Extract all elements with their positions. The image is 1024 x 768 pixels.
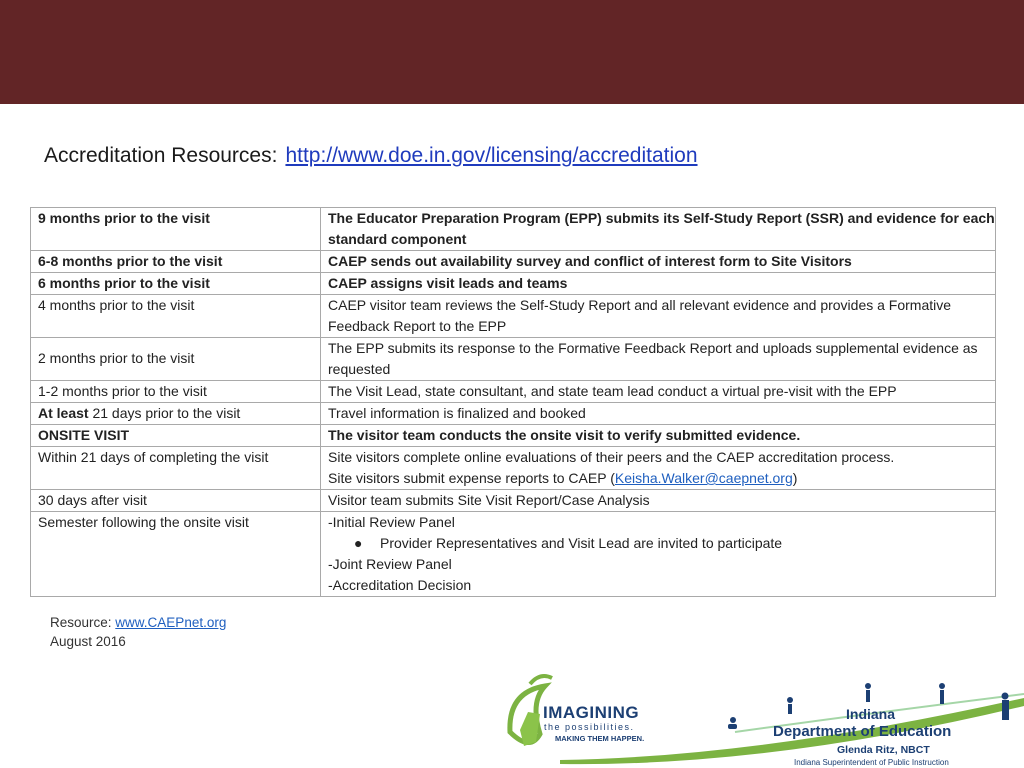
activity-cell: CAEP visitor team reviews the Self-Study Report and all relevant evidence and provides a Formative Feedback Report to the EPP — [321, 295, 996, 338]
activity-cell: The Educator Preparation Program (EPP) submits its Self-Study Report (SSR) and evidence for each standard component — [321, 208, 996, 251]
accreditation-resources — [44, 144, 698, 168]
table-row — [31, 403, 996, 425]
caep-link[interactable]: www.CAEPnet.org — [115, 615, 227, 630]
activity-line: -Accreditation Decision — [328, 577, 472, 593]
time-cell: 6-8 months prior to the visit — [31, 251, 321, 273]
time-cell — [31, 403, 321, 425]
time-cell: 4 months prior to the visit — [31, 295, 321, 338]
activity-text: Site visitors submit expense reports to CAEP ( — [328, 470, 615, 486]
activity-line: Site visitors complete online evaluations of their peers and the CAEP accreditation process. — [328, 449, 895, 465]
activity-cell — [321, 447, 996, 490]
activity-cell: CAEP sends out availability survey and conflict of interest form to Site Visitors — [321, 251, 996, 273]
time-cell: Within 21 days of completing the visit — [31, 447, 321, 490]
imagining-tagline: MAKING THEM HAPPEN. — [555, 734, 645, 743]
table-row — [31, 381, 996, 403]
table-row — [31, 251, 996, 273]
activity-bullet-line — [328, 533, 995, 554]
activity-line — [328, 468, 995, 489]
activity-cell: The Visit Lead, state consultant, and state team lead conduct a virtual pre-visit with the EPP — [321, 381, 996, 403]
table-row — [31, 490, 996, 512]
activity-cell: The EPP submits its response to the Formative Feedback Report and uploads supplemental evidence as requested — [321, 338, 996, 381]
activity-text: ) — [792, 470, 798, 486]
activity-cell: Visitor team submits Site Visit Report/Case Analysis — [321, 490, 996, 512]
time-cell: 9 months prior to the visit — [31, 208, 321, 251]
time-cell: 30 days after visit — [31, 490, 321, 512]
table-row — [31, 295, 996, 338]
imagining-title: IMAGINING — [543, 703, 640, 722]
superintendent-name: Glenda Ritz, NBCT — [837, 744, 930, 756]
superintendent-title: Indiana Superintendent of Public Instruction — [794, 758, 949, 767]
table-row — [31, 425, 996, 447]
accreditation-link[interactable]: http://www.doe.in.gov/licensing/accreditation — [285, 144, 698, 167]
email-link[interactable]: Keisha.Walker@caepnet.org — [614, 470, 793, 486]
activity-text: Provider Representatives and Visit Lead are invited to participate — [380, 535, 783, 551]
time-cell: Semester following the onsite visit — [31, 512, 321, 597]
imagining-subtitle: the possibilities. — [544, 722, 635, 732]
table-row — [31, 208, 996, 251]
resource-date: August 2016 — [50, 634, 126, 649]
resource-label: Resource: — [50, 615, 112, 630]
activity-line: -Initial Review Panel — [328, 514, 455, 530]
resource-note — [50, 613, 226, 651]
table-row — [31, 338, 996, 381]
doe-title-line2: Department of Education — [773, 723, 952, 740]
time-lead: At least — [38, 405, 89, 421]
activity-cell: The visitor team conducts the onsite visit to verify submitted evidence. — [321, 425, 996, 447]
table-row — [31, 512, 996, 597]
doe-title-line1: Indiana — [846, 706, 896, 722]
time-rest: 21 days prior to the visit — [88, 405, 241, 421]
time-cell: ONSITE VISIT — [31, 425, 321, 447]
header-bar — [0, 0, 1024, 104]
apple-leaf-icon — [530, 676, 552, 684]
accreditation-timeline-table — [30, 207, 996, 597]
activity-cell — [321, 512, 996, 597]
resource-line — [50, 613, 226, 632]
activity-cell: Travel information is finalized and booked — [321, 403, 996, 425]
bullet-icon: ● — [354, 535, 363, 551]
time-cell: 2 months prior to the visit — [31, 338, 321, 381]
time-cell: 1-2 months prior to the visit — [31, 381, 321, 403]
activity-cell: CAEP assigns visit leads and teams — [321, 273, 996, 295]
table-row — [31, 273, 996, 295]
resources-label: Accreditation Resources: — [44, 144, 278, 167]
activity-line: -Joint Review Panel — [328, 556, 452, 572]
footer-logos — [500, 672, 1024, 768]
time-cell: 6 months prior to the visit — [31, 273, 321, 295]
table-row — [31, 447, 996, 490]
